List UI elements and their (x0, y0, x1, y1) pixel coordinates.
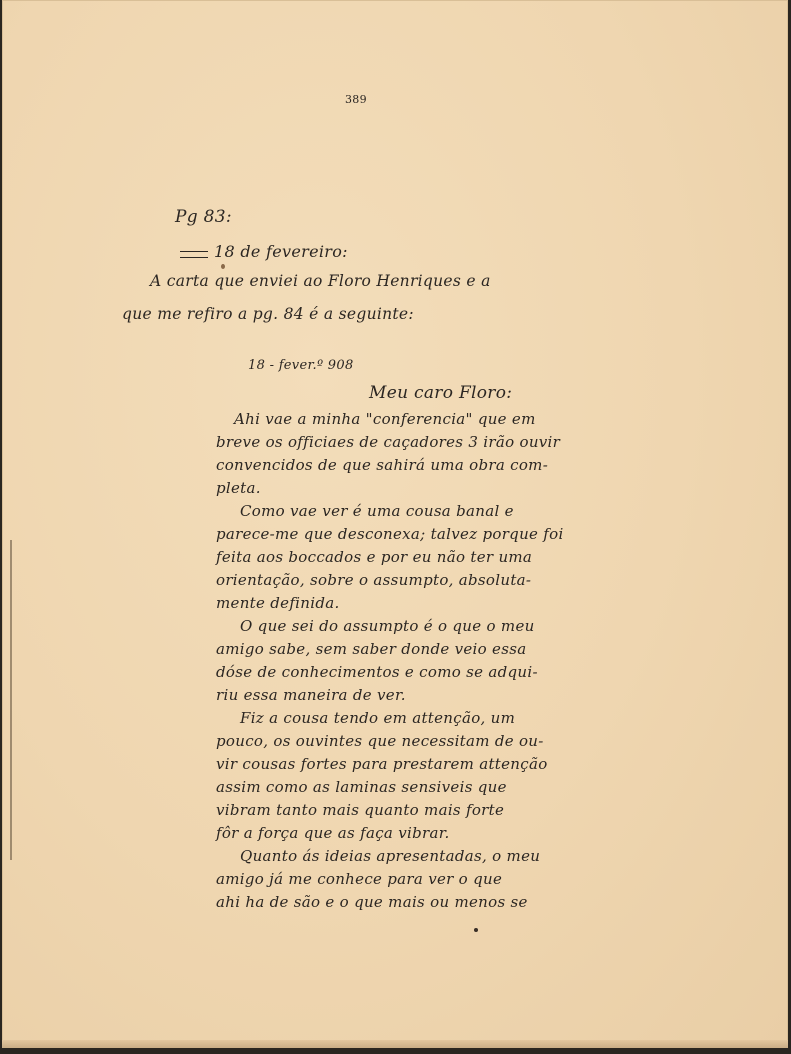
manuscript-page (2, 0, 788, 1048)
ink-spot (221, 264, 225, 269)
letter-line: ahi ha de são e o que mais ou menos se (216, 893, 528, 911)
letter-line: pouco, os ouvintes que necessitam de ou- (216, 732, 544, 750)
letter-line: amigo sabe, sem saber donde veio essa (216, 640, 527, 658)
intro-line: que me refiro a pg. 84 é a seguinte: (122, 305, 414, 323)
letter-line: vibram tanto mais quanto mais forte (216, 801, 505, 819)
entry-date: 18 de fevereiro: (214, 242, 348, 261)
letter-line: Fiz a cousa tendo em attenção, um (240, 709, 516, 727)
ink-dot (474, 928, 478, 932)
letter-salutation: Meu caro Floro: (369, 383, 513, 403)
letter-line: parece-me que desconexa; talvez porque foi (216, 525, 564, 543)
letter-line: breve os officiaes de caçadores 3 irão ouvir (216, 433, 561, 451)
letter-line: pleta. (216, 479, 261, 497)
letter-line: feita aos boccados e por eu não ter uma (216, 548, 533, 566)
letter-line: amigo já me conhece para ver o que (216, 870, 503, 888)
page-fold-mark (10, 540, 18, 860)
letter-line: Como vae ver é uma cousa banal e (240, 502, 514, 520)
intro-line: A carta que enviei ao Floro Henriques e a (150, 272, 491, 290)
letter-line: dóse de conhecimentos e como se adqui- (216, 663, 538, 681)
letter-line: O que sei do assumpto é o que o meu (240, 617, 535, 635)
letter-line: orientação, sobre o assumpto, absoluta- (216, 571, 532, 589)
letter-line: vir cousas fortes para prestarem attenção (216, 755, 548, 773)
letter-line: Ahi vae a minha "conferencia" que em (234, 410, 536, 428)
letter-line: mente definida. (216, 594, 340, 612)
double-rule-mark (180, 251, 208, 258)
page-number: 389 (345, 93, 367, 106)
letter-line: convencidos de que sahirá uma obra com- (216, 456, 549, 474)
letter-line: assim como as laminas sensiveis que (216, 778, 507, 796)
page-bottom-edge (2, 1040, 788, 1048)
letter-line: Quanto ás ideias apresentadas, o meu (240, 847, 541, 865)
letter-date: 18 - fever.º 908 (248, 358, 354, 373)
letter-line: fôr a força que as faça vibrar. (216, 824, 450, 842)
page-reference: Pg 83: (175, 207, 232, 227)
letter-line: riu essa maneira de ver. (216, 686, 406, 704)
